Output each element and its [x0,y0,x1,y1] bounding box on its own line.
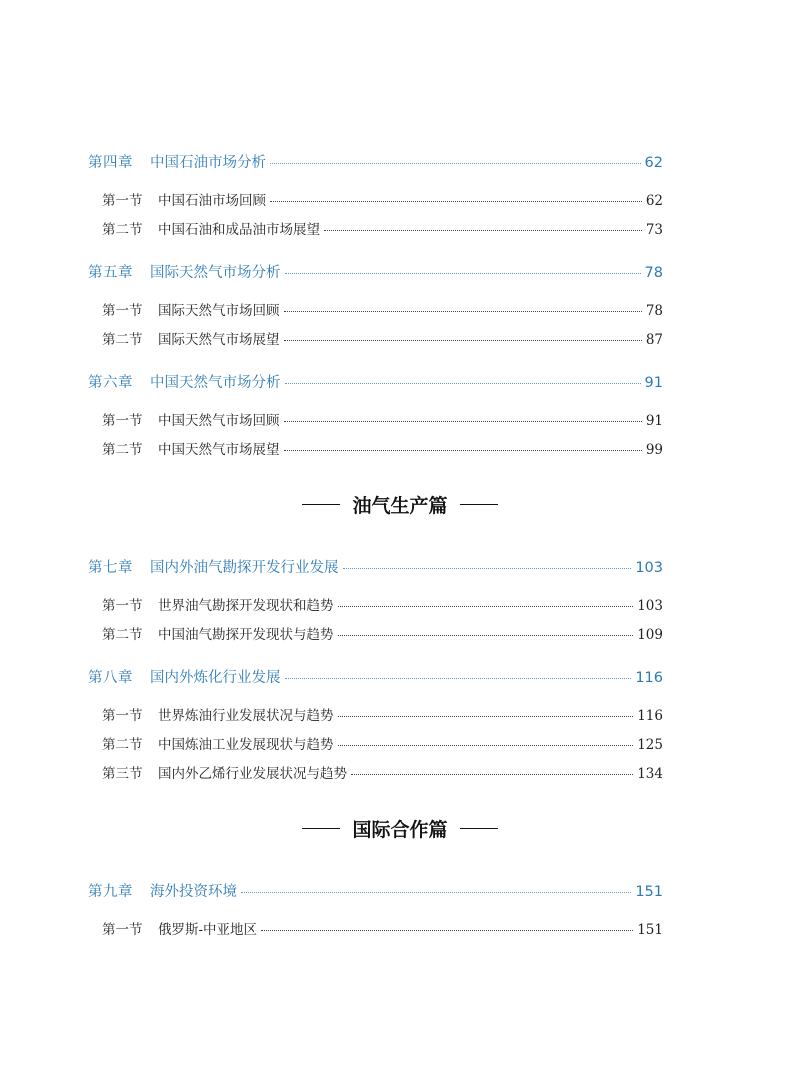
chapter-label: 第四章 [88,155,133,171]
page-number: 91 [644,375,663,391]
part-title: 国际合作篇 [352,819,448,841]
section-label: 第二节 [102,737,143,753]
chapter-title: 国内外炼化行业发展 [150,670,281,686]
section-label: 第一节 [102,303,143,319]
page-number: 116 [637,708,663,724]
chapter-label: 第六章 [88,375,133,391]
section-title: 中国石油市场回顾 [158,193,266,209]
section-title: 中国石油和成品油市场展望 [158,222,320,238]
page-number: 91 [645,413,663,429]
dot-leader [284,450,642,451]
page-number: 151 [637,922,663,938]
section-label: 第一节 [102,193,143,209]
dot-leader [270,163,641,164]
dot-leader [285,383,641,384]
toc-section[interactable] [102,189,663,209]
part-dash-left [302,504,340,505]
toc-section[interactable] [102,438,663,458]
chapter-label: 第七章 [88,560,133,576]
toc-section[interactable] [102,299,663,319]
page-number: 62 [645,193,663,209]
page-number: 87 [645,332,663,348]
toc-section[interactable] [102,409,663,429]
section-label: 第二节 [102,442,143,458]
toc-chapter-9[interactable] [88,880,663,901]
chapter-label: 第八章 [88,670,133,686]
dot-leader [284,421,642,422]
toc-chapter-8[interactable] [88,666,663,687]
part-title: 油气生产篇 [352,495,448,517]
chapter-title: 中国天然气市场分析 [150,375,281,391]
dot-leader [338,635,634,636]
dot-leader [351,774,633,775]
toc-section[interactable] [102,762,663,782]
dot-leader [261,930,633,931]
page-number: 116 [635,670,663,686]
toc-chapter-6[interactable] [88,371,663,392]
chapter-title: 中国石油市场分析 [150,155,266,171]
section-title: 中国炼油工业发展现状与趋势 [158,737,334,753]
section-title: 俄罗斯-中亚地区 [158,922,258,938]
toc-chapter-4[interactable] [88,151,663,172]
section-label: 第二节 [102,332,143,348]
page-number: 78 [644,265,663,281]
page-number: 125 [637,737,663,753]
toc-section[interactable] [102,328,663,348]
section-label: 第二节 [102,627,143,643]
section-title: 国际天然气市场回顾 [158,303,280,319]
chapter-title: 海外投资环境 [150,884,237,900]
chapter-label: 第五章 [88,265,133,281]
toc-chapter-5[interactable] [88,261,663,282]
chapter-title: 国内外油气勘探开发行业发展 [150,560,339,576]
dot-leader [338,606,634,607]
section-label: 第三节 [102,766,143,782]
dot-leader [241,892,631,893]
section-title: 世界炼油行业发展状况与趋势 [158,708,334,724]
page-number: 151 [635,884,663,900]
section-title: 国内外乙烯行业发展状况与趋势 [158,766,347,782]
dot-leader [270,201,642,202]
part-dash-right [460,828,498,829]
section-label: 第一节 [102,922,143,938]
toc-section[interactable] [102,594,663,614]
page-number: 78 [645,303,663,319]
page-number: 73 [645,222,663,238]
toc-section[interactable] [102,218,663,238]
section-title: 世界油气勘探开发现状和趋势 [158,598,334,614]
chapter-label: 第九章 [88,884,133,900]
part-dash-right [460,504,498,505]
section-title: 中国油气勘探开发现状与趋势 [158,627,334,643]
section-title: 国际天然气市场展望 [158,332,280,348]
dot-leader [285,273,641,274]
section-label: 第一节 [102,708,143,724]
dot-leader [338,716,634,717]
toc-section[interactable] [102,733,663,753]
page-number: 134 [637,766,663,782]
chapter-title: 国际天然气市场分析 [150,265,281,281]
part-heading [0,815,800,842]
toc-section[interactable] [102,704,663,724]
page-number: 62 [644,155,663,171]
toc-section[interactable] [102,623,663,643]
section-label: 第一节 [102,413,143,429]
dot-leader [285,678,632,679]
dot-leader [343,568,632,569]
page-number: 99 [645,442,663,458]
page-number: 103 [637,598,663,614]
part-dash-left [302,828,340,829]
dot-leader [324,230,642,231]
section-title: 中国天然气市场回顾 [158,413,280,429]
page-number: 109 [637,627,663,643]
toc-chapter-7[interactable] [88,556,663,577]
section-label: 第二节 [102,222,143,238]
part-heading [0,491,800,518]
page-number: 103 [635,560,663,576]
toc-section[interactable] [102,918,663,938]
dot-leader [284,340,642,341]
section-label: 第一节 [102,598,143,614]
dot-leader [284,311,642,312]
section-title: 中国天然气市场展望 [158,442,280,458]
dot-leader [338,745,634,746]
